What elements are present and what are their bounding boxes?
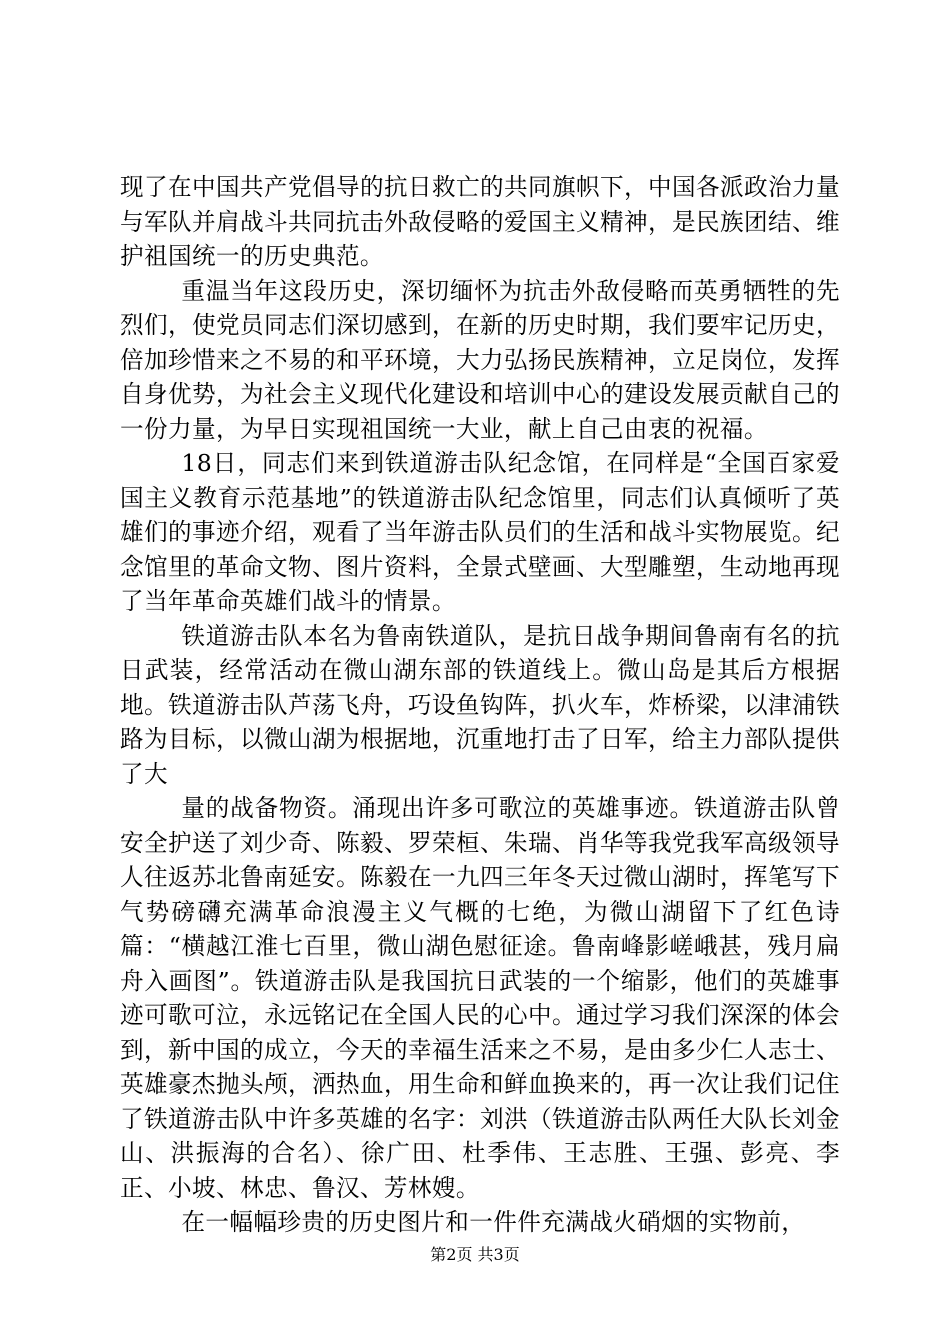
document-body — [120, 170, 840, 1240]
paragraph-5: 量的战备物资。涌现出许多可歌泣的英雄事迹。铁道游击队曾安全护送了刘少奇、陈毅、罗荣桓、朱瑞、肖华等我党我军高级领导人往返苏北鲁南延安。陈毅在一九四三年冬天过微山湖时，挥笔写下气势磅礴充满革命浪漫主义气概的七绝，为微山湖留下了红色诗篇：“横越江淮七百里，微山湖色慰征途。鲁南峰影嵯峨甚，残月扁舟入画图”。铁道游击队是我国抗日武装的一个缩影，他们的英雄事迹可歌可泣，永远铭记在全国人民的心中。通过学习我们深深的体会到，新中国的成立，今天的幸福生活来之不易，是由多少仁人志士、英雄豪杰抛头颅，洒热血，用生命和鲜血换来的，再一次让我们记住了铁道游击队中许多英雄的名字：刘洪（铁道游击队两任大队长刘金山、洪振海的合名）、徐广田、杜季伟、王志胜、王强、彭亮、李正、小坡、林忠、鲁汉、芳林嫂。 — [120, 794, 840, 1202]
paragraph-2: 重温当年这段历史，深切缅怀为抗击外敌侵略而英勇牺牲的先烈们，使党员同志们深切感到，在新的历史时期，我们要牢记历史，倍加珍惜来之不易的和平环境，大力弘扬民族精神，立足岗位，发挥自身优势，为社会主义现代化建设和培训中心的建设发展贡献自己的一份力量，为早日实现祖国统一大业，献上自己由衷的祝福。 — [120, 276, 840, 443]
paragraph-4: 铁道游击队本名为鲁南铁道队，是抗日战争期间鲁南有名的抗日武装，经常活动在微山湖东部的铁道线上。微山岛是其后方根据地。铁道游击队芦荡飞舟，巧设鱼钩阵，扒火车，炸桥梁，以津浦铁路为目标，以微山湖为根据地，沉重地打击了日军，给主力部队提供了大 — [120, 621, 840, 788]
paragraph-6: 在一幅幅珍贵的历史图片和一件件充满战火硝烟的实物前， — [181, 1208, 806, 1236]
page-footer: 第2页 共3页 — [430, 1245, 520, 1264]
paragraph-3: 18日，同志们来到铁道游击队纪念馆，在同样是“全国百家爱国主义教育示范基地”的铁道游击队纪念馆里，同志们认真倾听了英雄们的事迹介绍，观看了当年游击队员们的生活和战斗实物展览。纪念馆里的革命文物、图片资料，全景式壁画、大型雕塑，生动地再现了当年革命英雄们战斗的情景。 — [120, 449, 840, 615]
paragraph-1: 现了在中国共产党倡导的抗日救亡的共同旗帜下，中国各派政治力量与军队并肩战斗共同抗击外敌侵略的爱国主义精神，是民族团结、维护祖国统一的历史典范。 — [120, 173, 840, 270]
